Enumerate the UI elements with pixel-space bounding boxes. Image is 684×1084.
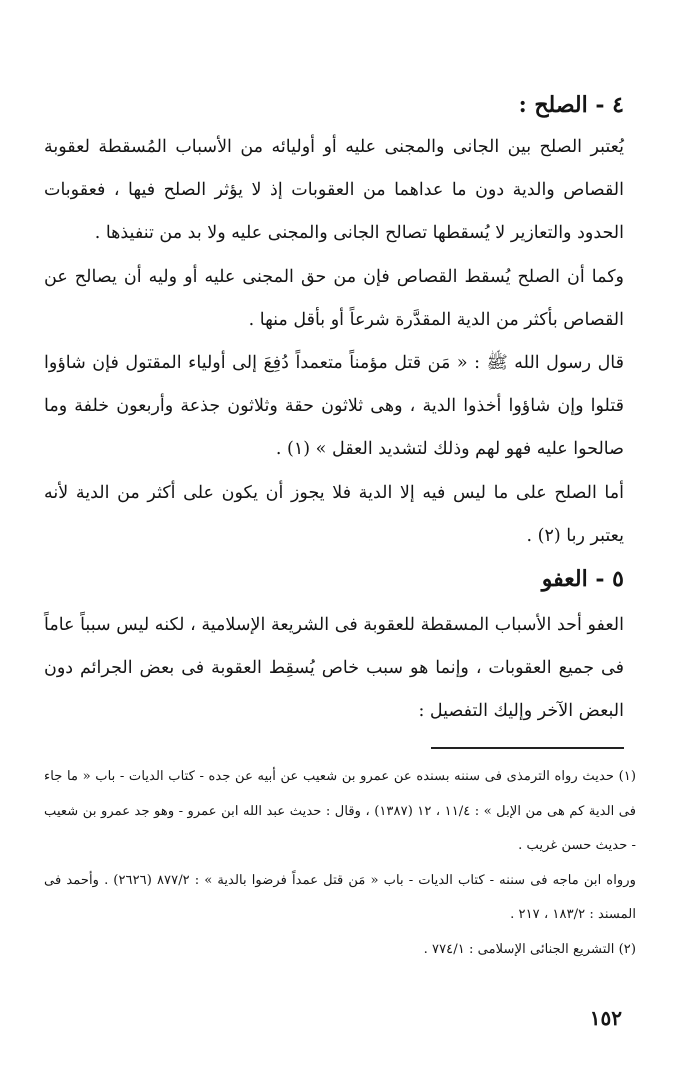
paragraph-pardon-definition xyxy=(44,604,624,733)
section-heading-pardon: ٥ - العفو xyxy=(541,566,624,592)
footnote-1-continued: ورواه ابن ماجه فى سننه - كتاب الديات - باب « مَن قتل عمداً فرضوا بالدية » : ٨٧٧/٢ (٢٦٢٦) . وأحمد فى المسند : ١٨٣/٢ ، ٢١٧ . xyxy=(44,872,636,922)
footnote-1: (١) حديث رواه الترمذى فى سننه بسنده عن عمرو بن شعيب عن أبيه عن جده - كتاب الديات - باب « ما جاء فى الدية كم هى من الإبل » : ١١/٤ ، ١٢ (١٣٨٧) ، وقال : حديث عبد الله ابن عمرو - وهو جد عمرو بن شعيب - حديث حسن غريب . xyxy=(44,769,636,853)
footnotes xyxy=(44,760,636,967)
paragraph-text: أما الصلح على ما ليس فيه إلا الدية فلا يجوز أن يكون على أكثر من الدية لأنه يعتبر ربا (٢) . xyxy=(44,483,624,546)
footnote-divider xyxy=(431,747,624,749)
paragraph-text: قال رسول الله ﷺ : « مَن قتل مؤمناً متعمداً دُفِعَ إلى أولياء المقتول فإن شاؤوا قتلوا وإن شاؤوا أخذوا الدية ، وهى ثلاثون حقة وثلاثون جذعة وأربعون خلفة وما صالحوا عليه فهو لهم وذلك لتشديد العقل » (١) . xyxy=(44,353,624,459)
paragraph-reconciliation-definition xyxy=(44,126,624,255)
paragraph-hadith-quote xyxy=(44,342,624,471)
page-number: ١٥٢ xyxy=(589,1006,622,1030)
section-heading-reconciliation: ٤ - الصلح : xyxy=(518,92,624,118)
footnote-2: (٢) التشريع الجنائى الإسلامى : ٧٧٤/١ . xyxy=(423,941,636,957)
paragraph-text: يُعتبر الصلح بين الجانى والمجنى عليه أو أوليائه من الأسباب المُسقطة لعقوبة القصاص والدية دون ما عداهما من العقوبات إذ لا يؤثر الصلح فيها ، فعقوبات الحدود والتعازير لا يُسقطها تصالح الجانى والمجنى عليه ولا بد من تنفيذها . xyxy=(44,137,624,243)
paragraph-text: العفو أحد الأسباب المسقطة للعقوبة فى الشريعة الإسلامية ، لكنه ليس سبباً عاماً فى جميع العقوبات ، وإنما هو سبب خاص يُسقِط العقوبة فى بعض الجرائم دون البعض الآخر وإليك التفصيل : xyxy=(44,615,624,721)
paragraph-text: وكما أن الصلح يُسقط القصاص فإن من حق المجنى عليه أو وليه أن يصالح عن القصاص بأكثر من الدية المقدَّرة شرعاً أو بأقل منها . xyxy=(44,267,624,330)
paragraph-diya-reconciliation xyxy=(44,472,624,558)
paragraph-reconciliation-amount xyxy=(44,256,624,342)
